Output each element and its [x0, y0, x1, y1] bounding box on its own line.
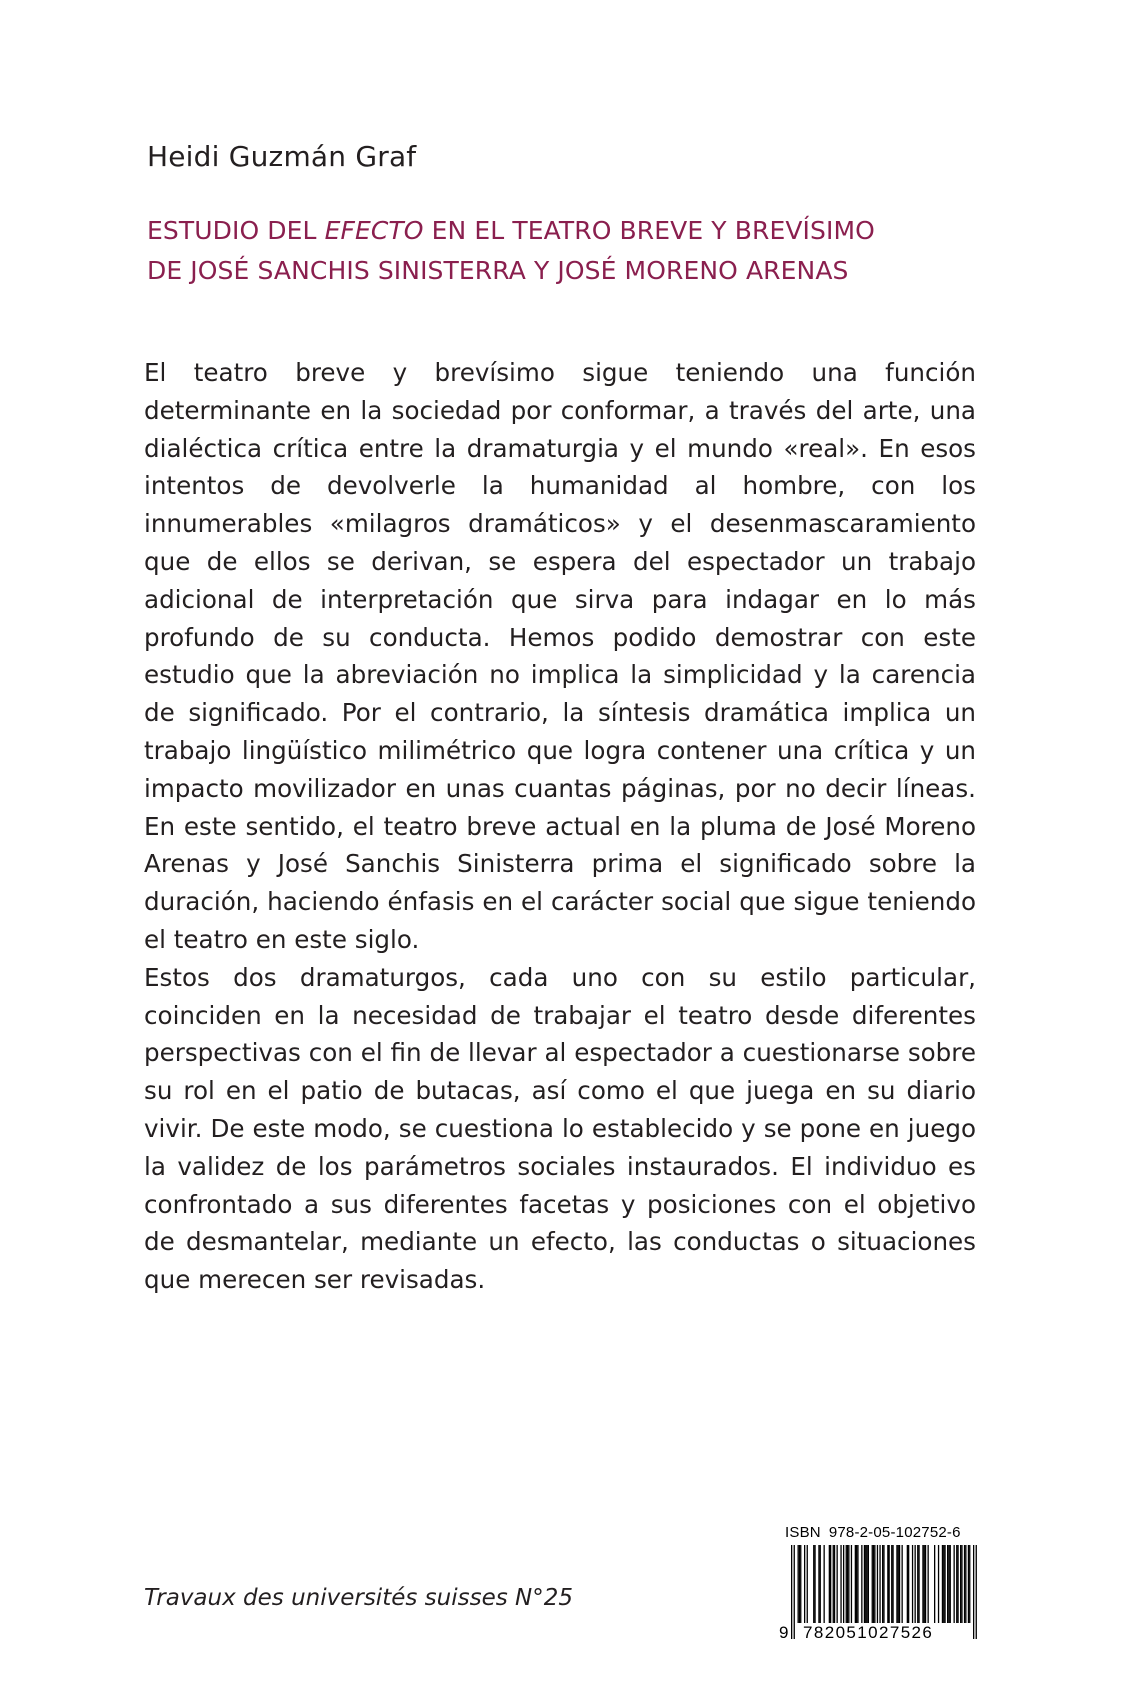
- barcode-bar: [942, 1545, 943, 1623]
- barcode-bar: [840, 1545, 841, 1623]
- book-title: [147, 211, 1047, 291]
- barcode-bar: [818, 1545, 819, 1623]
- title-line-1-end: EN EL TEATRO BREVE Y BREVÍSIMO: [423, 216, 875, 245]
- barcode-bar: [918, 1545, 919, 1623]
- barcode-bar: [938, 1545, 939, 1623]
- barcode-bar: [965, 1545, 966, 1623]
- barcode-bar: [847, 1545, 848, 1623]
- barcode-bar: [887, 1545, 888, 1623]
- barcode-bar: [950, 1545, 951, 1623]
- barcode-bar: [814, 1545, 815, 1623]
- blurb-paragraph-2: Estos dos dramaturgos, cada uno con su estilo particular, coinciden en la necesidad de trabajar el teatro desde diferentes perspectivas con el fin de llevar al espectador a cuestionarse sobre su rol en el patio de butacas, así como el que juega en su diario vivir. De este modo, se cuestiona lo establecido y se pone en juego la validez de los parámetros sociales instaurados. El individuo es confrontado a sus diferentes facetas y posiciones con el objetivo de desmantelar, mediante un efecto, las conductas o situaciones que merecen ser revisadas.: [144, 962, 976, 1295]
- barcode-bar: [917, 1545, 918, 1623]
- barcode-bar: [889, 1545, 890, 1623]
- title-italic-word: EFECTO: [324, 216, 424, 245]
- barcode-bar: [872, 1545, 873, 1623]
- barcode-bar: [922, 1545, 923, 1623]
- barcode-bar: [928, 1545, 929, 1623]
- series-label: Travaux des universités suisses N°25: [144, 1585, 573, 1611]
- barcode-bar: [907, 1545, 908, 1623]
- barcode-digits: 782051027526: [803, 1623, 934, 1642]
- barcode-bar: [791, 1545, 792, 1639]
- barcode-bar: [969, 1545, 970, 1623]
- barcode-bar: [865, 1545, 866, 1623]
- blurb-paragraph-1: El teatro breve y brevísimo sigue teniendo una función determinante en la sociedad por conformar, a través del arte, una dialéctica crítica entre la dramaturgia y el mundo «real». En esos intentos de devolverle la humanidad al hombre, con los innumerables «milagros dramáticos» y el desenmascaramiento que de ellos se derivan, se espera del espectador un trabajo adicional de interpretación que sirva para indagar en lo más profundo de su conducta. Hemos podido demostrar con este estudio que la abreviación no implica la simplicidad y la carencia de significado. Por el contrario, la síntesis dramática implica un trabajo lingüístico milimétrico que logra contener una crítica y un impacto movilizador en unas cuantas páginas, por no decir líneas. En este sentido, el teatro breve actual en la pluma de José Moreno Arenas y José Sanchis Sinisterra prima el significado sobre la duración, haciendo énfasis en el carácter social que sigue teniendo el teatro en este siglo.: [144, 358, 976, 954]
- barcode-bar: [813, 1545, 814, 1623]
- barcode-bar: [874, 1545, 875, 1623]
- barcode-bar: [834, 1545, 835, 1623]
- barcode-bar: [964, 1545, 965, 1623]
- barcode-bar: [943, 1545, 944, 1623]
- barcode-bar: [799, 1545, 800, 1623]
- barcode-bar: [908, 1545, 909, 1623]
- barcode-bar: [898, 1545, 899, 1623]
- barcode-bar: [833, 1545, 834, 1623]
- barcode-row: [779, 1545, 979, 1645]
- barcode-bar: [956, 1545, 957, 1623]
- barcode-bar: [866, 1545, 867, 1623]
- barcode-bar: [954, 1545, 955, 1623]
- barcode-bar: [868, 1545, 869, 1623]
- barcode-bar: [879, 1545, 880, 1623]
- barcode-bar: [804, 1545, 805, 1623]
- barcode-bar: [794, 1545, 795, 1639]
- barcode-bar: [843, 1545, 844, 1623]
- barcode-bar: [957, 1545, 958, 1623]
- barcode-first-digit: 9: [779, 1623, 789, 1642]
- barcode-bar: [848, 1545, 849, 1623]
- barcode-bar: [824, 1545, 825, 1623]
- barcode-bar: [877, 1545, 878, 1623]
- barcode-bar: [855, 1545, 856, 1623]
- barcode-bar: [820, 1545, 821, 1623]
- barcode-bar: [864, 1545, 865, 1623]
- barcode-bar: [960, 1545, 961, 1623]
- barcode-bar: [807, 1545, 808, 1623]
- author-name: Heidi Guzmán Graf: [147, 140, 417, 173]
- barcode-bar: [947, 1545, 948, 1623]
- blurb-text: [144, 354, 976, 1299]
- barcode-bar: [924, 1545, 925, 1623]
- barcode-bar: [934, 1545, 935, 1623]
- barcode-bar: [861, 1545, 862, 1623]
- isbn-barcode-block: [779, 1524, 979, 1645]
- barcode-bar: [973, 1545, 974, 1639]
- barcode-bar: [891, 1545, 892, 1623]
- barcode-bar: [915, 1545, 916, 1623]
- barcode-bar: [857, 1545, 858, 1623]
- barcode-bar: [830, 1545, 831, 1623]
- barcode-bar: [800, 1545, 801, 1623]
- barcode-bar: [892, 1545, 893, 1623]
- barcode-bar: [851, 1545, 852, 1623]
- barcode-bar: [873, 1545, 874, 1623]
- barcode-bar: [899, 1545, 900, 1623]
- isbn-label: [785, 1524, 979, 1541]
- barcode-bar: [902, 1545, 903, 1623]
- barcode-bar: [856, 1545, 857, 1623]
- isbn-number: 978-2-05-102752-6: [828, 1524, 961, 1541]
- barcode-bar: [896, 1545, 897, 1623]
- barcode-bar: [912, 1545, 913, 1623]
- barcode-bar: [846, 1545, 847, 1623]
- barcode-bar: [837, 1545, 838, 1623]
- barcode-bar: [968, 1545, 969, 1623]
- title-line-1: [147, 211, 1047, 251]
- isbn-prefix: ISBN: [785, 1524, 821, 1541]
- barcode-bar: [944, 1545, 945, 1623]
- barcode-bar: [961, 1545, 962, 1623]
- barcode-bar: [948, 1545, 949, 1623]
- title-line-1-start: ESTUDIO DEL: [147, 216, 325, 245]
- barcode-bar: [925, 1545, 926, 1623]
- barcode-bar: [798, 1545, 799, 1623]
- title-line-2: DE JOSÉ SANCHIS SINISTERRA Y JOSÉ MORENO ARENAS: [147, 256, 849, 285]
- barcode-bar: [976, 1545, 977, 1639]
- barcode-bar: [829, 1545, 830, 1623]
